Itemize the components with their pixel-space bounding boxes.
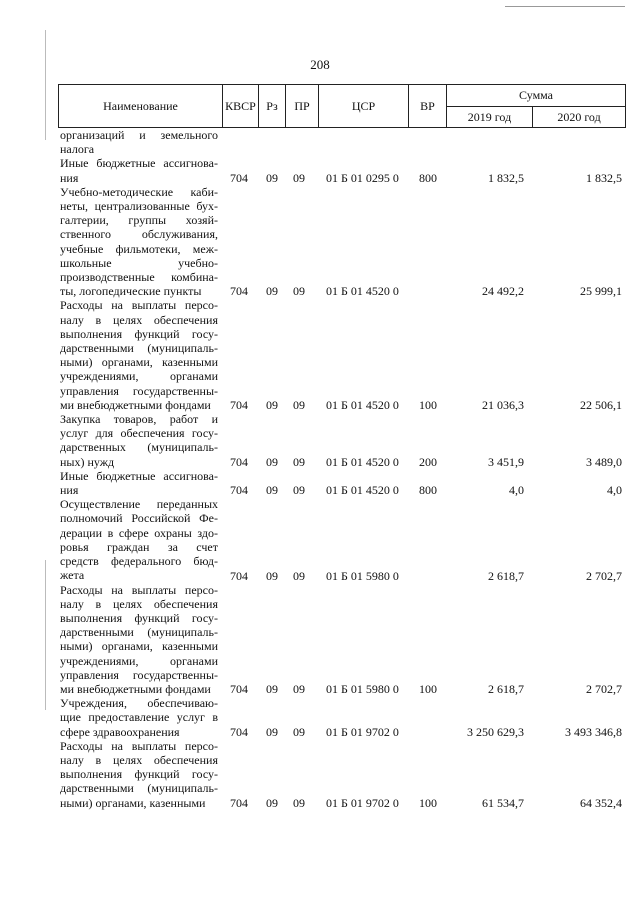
cell-pr: 09 xyxy=(293,284,305,299)
row-name-line: ты, логопедические пункты xyxy=(60,284,202,299)
row-name-line: ния xyxy=(60,170,79,185)
cell-s2019: 21 036,3 xyxy=(482,398,524,413)
row-name-line: дарственными (муниципаль- xyxy=(60,625,218,640)
row-name-line: налу в целях обеспечения xyxy=(60,752,218,767)
row-name-line: производственные комбина- xyxy=(60,270,218,285)
cell-vr: 200 xyxy=(419,454,437,469)
cell-pr: 09 xyxy=(293,795,305,810)
row-name-line: налога xyxy=(60,142,95,157)
top-rule xyxy=(505,6,625,7)
row-codes xyxy=(0,682,640,696)
cell-rz: 09 xyxy=(266,682,278,697)
header-kvsr: КВСР xyxy=(223,85,259,128)
cell-s2020: 4,0 xyxy=(607,483,622,498)
row-name-line: выполнения функций госу- xyxy=(60,767,218,782)
cell-s2019: 1 832,5 xyxy=(488,170,524,185)
cell-vr: 100 xyxy=(419,682,437,697)
cell-kvsr: 704 xyxy=(230,284,248,299)
table-row xyxy=(0,298,640,412)
cell-s2020: 3 493 346,8 xyxy=(565,724,622,739)
cell-csr: 01 Б 01 5980 0 xyxy=(326,568,399,583)
row-name-line: учебные фильмотеки, меж- xyxy=(60,241,218,256)
cell-csr: 01 Б 01 4520 0 xyxy=(326,398,399,413)
row-name-line: ственного обслуживания, xyxy=(60,227,218,242)
cell-rz: 09 xyxy=(266,454,278,469)
row-name-line: Учреждения, обеспечиваю- xyxy=(60,696,218,711)
header-sum: Сумма xyxy=(447,85,626,107)
row-name-line: услуг для обеспечения госу- xyxy=(60,426,218,441)
cell-s2020: 25 999,1 xyxy=(580,284,622,299)
cell-vr: 800 xyxy=(419,170,437,185)
cell-s2020: 64 352,4 xyxy=(580,795,622,810)
row-name-line: дарственными (муниципаль- xyxy=(60,341,218,356)
cell-pr: 09 xyxy=(293,568,305,583)
cell-kvsr: 704 xyxy=(230,724,248,739)
row-name-line: щие предоставление услуг в xyxy=(60,710,218,725)
cell-kvsr: 704 xyxy=(230,795,248,810)
row-name-line: выполнения функций госу- xyxy=(60,326,218,341)
cell-s2020: 2 702,7 xyxy=(586,682,622,697)
row-codes xyxy=(0,171,640,185)
row-name-line: дарственными (муниципаль- xyxy=(60,781,218,796)
cell-s2019: 4,0 xyxy=(509,483,524,498)
row-name-line: ровья граждан за счет xyxy=(60,539,218,554)
cell-pr: 09 xyxy=(293,398,305,413)
header-vr: ВР xyxy=(409,85,447,128)
row-codes xyxy=(0,725,640,739)
header-csr: ЦСР xyxy=(319,85,409,128)
row-name xyxy=(60,185,218,299)
row-name-line: учреждениями, органами xyxy=(60,653,218,668)
cell-kvsr: 704 xyxy=(230,398,248,413)
cell-kvsr: 704 xyxy=(230,170,248,185)
cell-kvsr: 704 xyxy=(230,483,248,498)
cell-vr: 800 xyxy=(419,483,437,498)
cell-csr: 01 Б 01 9702 0 xyxy=(326,795,399,810)
cell-s2020: 22 506,1 xyxy=(580,398,622,413)
cell-s2019: 24 492,2 xyxy=(482,284,524,299)
row-name-line: ми внебюджетными фондами xyxy=(60,681,211,696)
cell-pr: 09 xyxy=(293,170,305,185)
cell-rz: 09 xyxy=(266,795,278,810)
row-name-line: сфере здравоохранения xyxy=(60,724,180,739)
row-name-line: организаций и земельного xyxy=(60,128,218,142)
cell-s2019: 2 618,7 xyxy=(488,682,524,697)
cell-kvsr: 704 xyxy=(230,454,248,469)
header-rz: Рз xyxy=(259,85,286,128)
table-row xyxy=(0,185,640,299)
row-name-line: Иные бюджетные ассигнова- xyxy=(60,468,218,483)
row-name-line: Расходы на выплаты персо- xyxy=(60,298,218,313)
cell-rz: 09 xyxy=(266,483,278,498)
row-name-line: ми внебюджетными фондами xyxy=(60,397,211,412)
row-name-line: ных) нужд xyxy=(60,454,115,469)
cell-vr: 100 xyxy=(419,398,437,413)
table-row xyxy=(0,696,640,739)
row-name-line: учреждениями, органами xyxy=(60,369,218,384)
row-name-line: налу в целях обеспечения xyxy=(60,312,218,327)
cell-s2020: 3 489,0 xyxy=(586,454,622,469)
row-name-line: неты, централизованные бух- xyxy=(60,199,218,214)
header-2020: 2020 год xyxy=(533,107,626,128)
cell-csr: 01 Б 01 0295 0 xyxy=(326,170,399,185)
cell-vr: 100 xyxy=(419,795,437,810)
row-name-line: школьные учебно- xyxy=(60,255,218,270)
table-row xyxy=(0,739,640,810)
row-name xyxy=(60,298,218,412)
row-name-line: дерации в сфере охраны здо- xyxy=(60,525,218,540)
cell-pr: 09 xyxy=(293,454,305,469)
table-row xyxy=(0,412,640,469)
cell-rz: 09 xyxy=(266,170,278,185)
cell-s2019: 61 534,7 xyxy=(482,795,524,810)
table-row xyxy=(0,128,640,156)
header-pr: ПР xyxy=(286,85,319,128)
header-name: Наименование xyxy=(59,85,223,128)
row-name-line: Иные бюджетные ассигнова- xyxy=(60,156,218,171)
cell-csr: 01 Б 01 4520 0 xyxy=(326,284,399,299)
cell-pr: 09 xyxy=(293,483,305,498)
cell-rz: 09 xyxy=(266,724,278,739)
page-number: 208 xyxy=(310,57,330,72)
row-name-line: ными) органами, казенными xyxy=(60,639,218,654)
header-2019: 2019 год xyxy=(447,107,533,128)
row-name-line: налу в целях обеспечения xyxy=(60,596,218,611)
cell-s2019: 2 618,7 xyxy=(488,568,524,583)
row-codes xyxy=(0,284,640,298)
cell-kvsr: 704 xyxy=(230,568,248,583)
table-header xyxy=(58,84,626,128)
row-name-line: Расходы на выплаты персо- xyxy=(60,582,218,597)
cell-rz: 09 xyxy=(266,284,278,299)
row-name xyxy=(60,583,218,697)
row-name-line: Закупка товаров, работ и xyxy=(60,412,218,427)
row-codes xyxy=(0,455,640,469)
cell-csr: 01 Б 01 9702 0 xyxy=(326,724,399,739)
cell-rz: 09 xyxy=(266,568,278,583)
table-row xyxy=(0,497,640,582)
row-name-line: управления государственны- xyxy=(60,383,218,398)
row-codes xyxy=(0,398,640,412)
cell-pr: 09 xyxy=(293,724,305,739)
row-name-line: Расходы на выплаты персо- xyxy=(60,738,218,753)
row-name-line: жета xyxy=(60,568,85,583)
row-name-line: ными) органами, казенными xyxy=(60,355,218,370)
row-codes xyxy=(0,483,640,497)
cell-kvsr: 704 xyxy=(230,682,248,697)
cell-s2019: 3 451,9 xyxy=(488,454,524,469)
row-name-line: выполнения функций госу- xyxy=(60,610,218,625)
row-name-line: ными) органами, казенными xyxy=(60,795,206,810)
row-codes xyxy=(0,569,640,583)
table-row xyxy=(0,583,640,697)
table-row xyxy=(0,469,640,497)
row-name-line: дарственных (муниципаль- xyxy=(60,440,218,455)
table-row xyxy=(0,156,640,184)
row-codes xyxy=(0,142,640,156)
row-name-line: Учебно-методические каби- xyxy=(60,184,218,199)
scan-margin-mark xyxy=(45,30,46,140)
cell-s2020: 1 832,5 xyxy=(586,170,622,185)
row-codes xyxy=(0,796,640,810)
cell-rz: 09 xyxy=(266,398,278,413)
cell-csr: 01 Б 01 4520 0 xyxy=(326,483,399,498)
row-name-line: галтерии, группы хозяй- xyxy=(60,213,218,228)
cell-s2020: 2 702,7 xyxy=(586,568,622,583)
cell-csr: 01 Б 01 4520 0 xyxy=(326,454,399,469)
cell-pr: 09 xyxy=(293,682,305,697)
cell-csr: 01 Б 01 5980 0 xyxy=(326,682,399,697)
cell-s2019: 3 250 629,3 xyxy=(467,724,524,739)
budget-rows xyxy=(0,128,640,810)
row-name-line: средств федерального бюд- xyxy=(60,554,218,569)
row-name-line: ния xyxy=(60,483,79,498)
row-name-line: Осуществление переданных xyxy=(60,497,218,512)
row-name-line: полномочий Российской Фе- xyxy=(60,511,218,526)
row-name-line: управления государственны- xyxy=(60,667,218,682)
